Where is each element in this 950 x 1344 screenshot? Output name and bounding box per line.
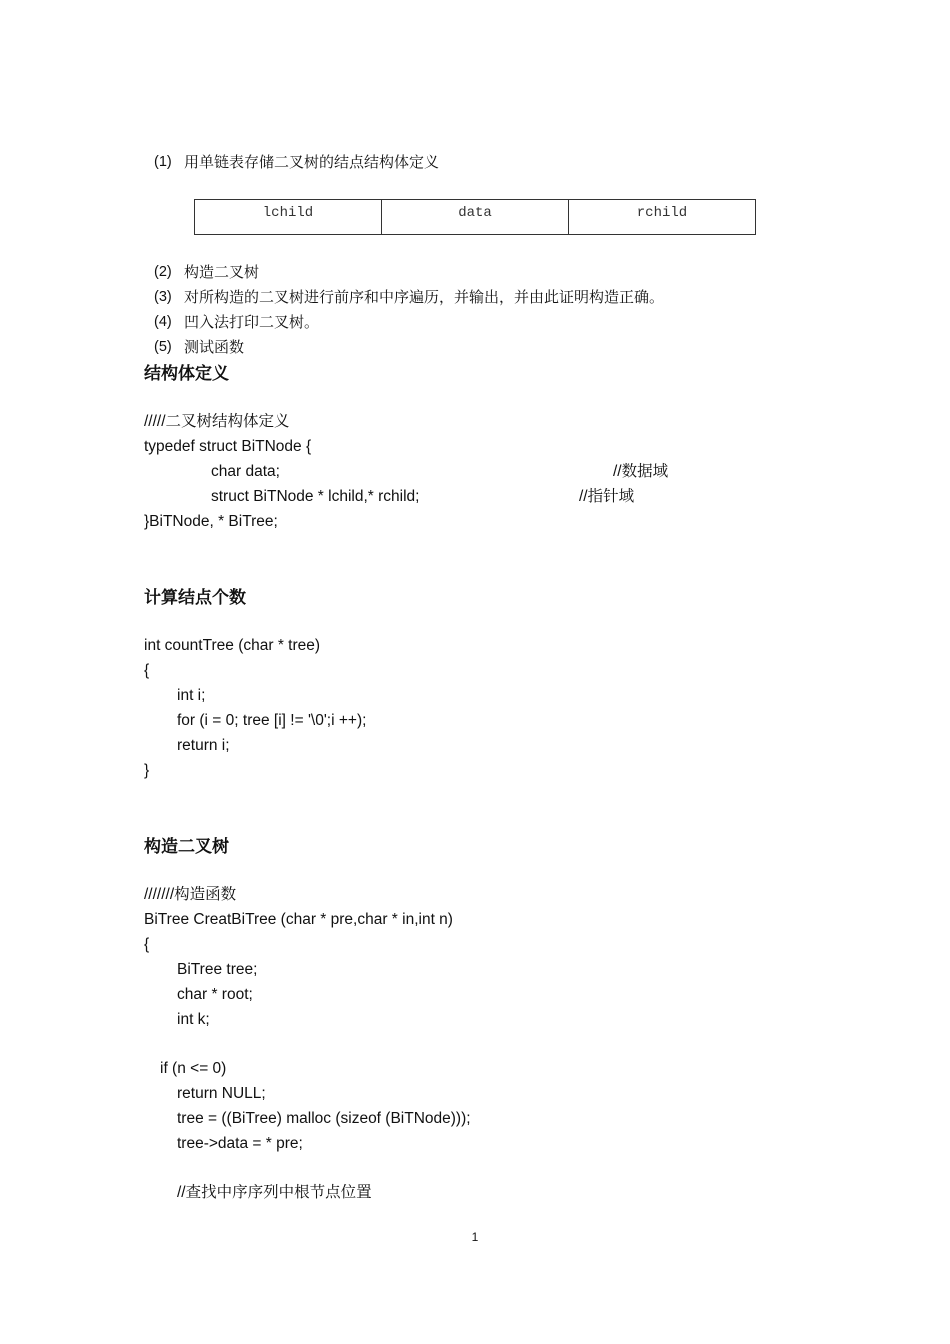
list-item-5: 测试函数 xyxy=(184,338,245,356)
code-line: typedef struct BiTNode { xyxy=(144,438,312,455)
table-cell-lchild: lchild xyxy=(195,200,382,235)
list-number-1: (1) xyxy=(154,154,172,170)
code-line: int countTree (char * tree) xyxy=(144,637,321,654)
code-comment: //指针域 xyxy=(579,488,635,505)
code-line: char * root; xyxy=(177,986,253,1003)
code-line: int i; xyxy=(177,687,206,704)
code-comment: //查找中序序列中根节点位置 xyxy=(177,1184,372,1201)
list-number-2: (2) xyxy=(154,264,172,280)
table-cell-data: data xyxy=(382,200,569,235)
page-number: 1 xyxy=(471,1230,479,1244)
section-heading-struct: 结构体定义 xyxy=(144,364,229,384)
code-line: BiTree CreatBiTree (char * pre,char * in,int n) xyxy=(144,911,453,928)
code-comment: //数据域 xyxy=(613,463,669,480)
code-comment: ///////构造函数 xyxy=(144,886,237,903)
code-line: return NULL; xyxy=(177,1085,266,1102)
section-heading-build: 构造二叉树 xyxy=(144,837,229,857)
code-line: } xyxy=(144,762,150,779)
list-number-5: (5) xyxy=(154,339,172,355)
list-item-1: 用单链表存储二叉树的结点结构体定义 xyxy=(184,153,440,171)
node-structure-table xyxy=(194,199,756,235)
code-line: { xyxy=(144,936,150,953)
code-line: for (i = 0; tree [i] != '\0';i ++); xyxy=(177,712,367,729)
code-line: BiTree tree; xyxy=(177,961,258,978)
code-line: char data; xyxy=(211,463,280,480)
list-number-4: (4) xyxy=(154,314,172,330)
code-line: struct BiTNode * lchild,* rchild; xyxy=(211,488,420,505)
code-line: { xyxy=(144,662,150,679)
code-comment: /////二叉树结构体定义 xyxy=(144,413,290,430)
code-line: tree->data = * pre; xyxy=(177,1135,303,1152)
list-item-2: 构造二叉树 xyxy=(184,263,260,281)
table-cell-rchild: rchild xyxy=(569,200,756,235)
section-heading-count: 计算结点个数 xyxy=(144,588,246,608)
code-line: tree = ((BiTree) malloc (sizeof (BiTNode))); xyxy=(177,1110,471,1127)
list-item-4: 凹入法打印二叉树。 xyxy=(184,313,320,331)
list-item-3: 对所构造的二叉树进行前序和中序遍历，并输出，并由此证明构造正确。 xyxy=(184,288,665,306)
code-line: int k; xyxy=(177,1011,210,1028)
code-line: return i; xyxy=(177,737,230,754)
list-number-3: (3) xyxy=(154,289,172,305)
code-line: }BiTNode, * BiTree; xyxy=(144,513,278,530)
code-line: if (n <= 0) xyxy=(160,1060,227,1077)
